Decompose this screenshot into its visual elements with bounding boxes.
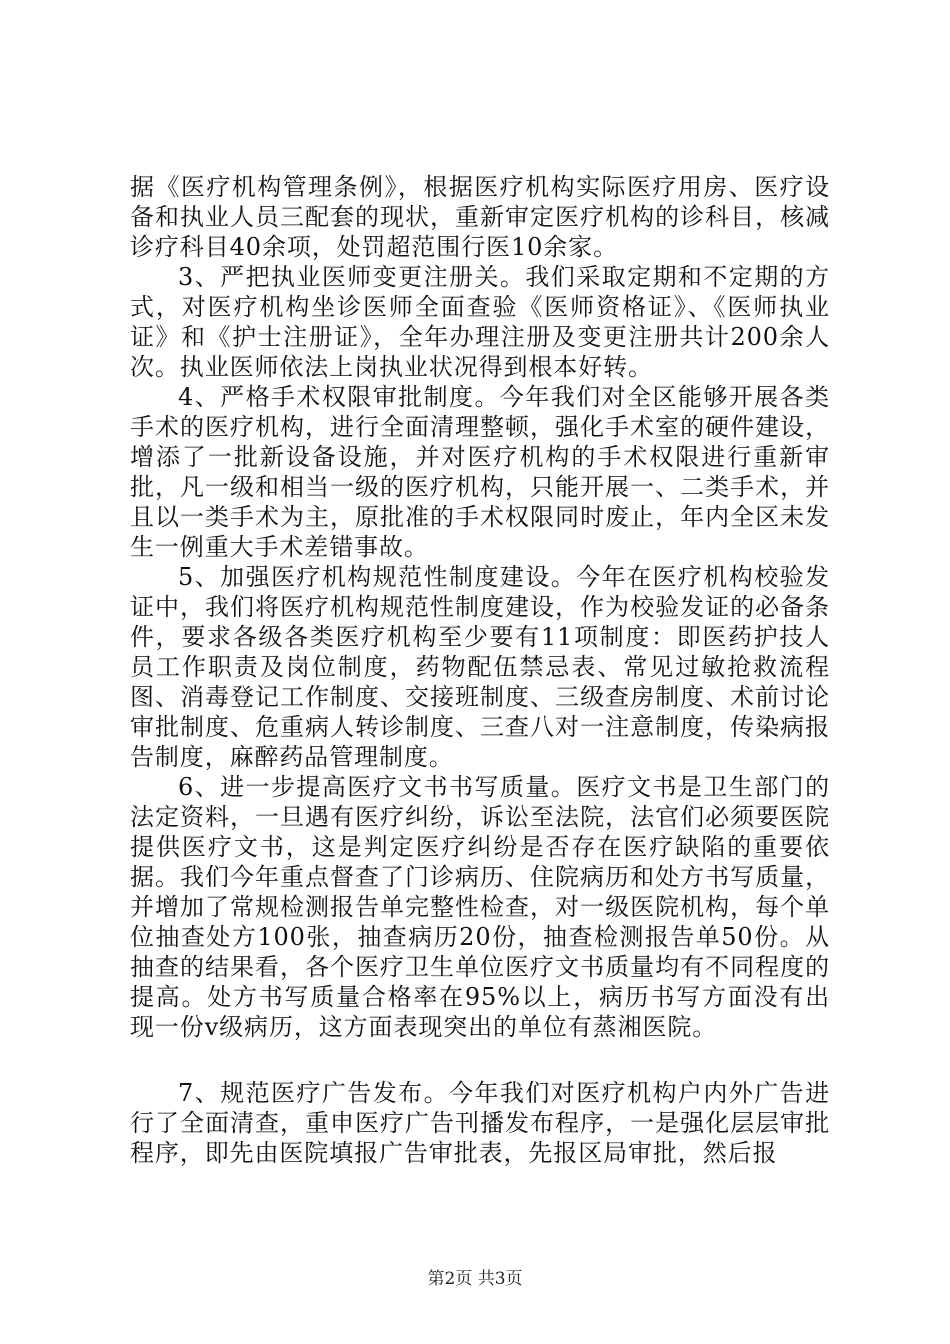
paragraph-item-4: 4、严格手术权限审批制度。今年我们对全区能够开展各类手术的医疗机构，进行全面清理整顿，强化手术室的硬件建设，增添了一批新设备设施，并对医疗机构的手术权限进行重新审批，凡一级和相当一级的医疗机构，只能开展一、二类手术，并且以一类手术为主，原批准的手术权限同时废止，年内全区未发生一例重大手术差错事故。: [130, 383, 830, 561]
page-footer: [0, 1268, 950, 1290]
paragraph-item-5: 5、加强医疗机构规范性制度建设。今年在医疗机构校验发证中，我们将医疗机构规范性制度建设，作为校验发证的必备条件，要求各级各类医疗机构至少要有11项制度：即医药护技人员工作职责及岗位制度，药物配伍禁忌表、常见过敏抢救流程图、消毒登记工作制度、交接班制度、三级查房制度、术前讨论审批制度、危重病人转诊制度、三查八对一注意制度，传染病报告制度，麻醉药品管理制度。: [130, 563, 830, 771]
paragraph-continuation: 据《医疗机构管理条例》，根据医疗机构实际医疗用房、医疗设备和执业人员三配套的现状，重新审定医疗机构的诊科目，核减诊疗科目40余项，处罚超范围行医10余家。: [130, 173, 830, 261]
paragraph-item-7: 7、规范医疗广告发布。今年我们对医疗机构户内外广告进行了全面清查，重申医疗广告刊播发布程序，一是强化层层审批程序，即先由医院填报广告审批表，先报区局审批，然后报: [130, 1079, 830, 1167]
paragraph-item-3: 3、严把执业医师变更注册关。我们采取定期和不定期的方式，对医疗机构坐诊医师全面查验《医师资格证》、《医师执业证》和《护士注册证》，全年办理注册及变更注册共计200余人次。执业医师依法上岗执业状况得到根本好转。: [130, 263, 830, 381]
page-number-label: 第2页 共3页: [427, 1269, 523, 1289]
document-body: [130, 172, 830, 1168]
paragraph-item-6: 6、进一步提高医疗文书书写质量。医疗文书是卫生部门的法定资料，一旦遇有医疗纠纷，诉讼至法院，法官们必须要医院提供医疗文书，这是判定医疗纠纷是否存在医疗缺陷的重要依据。我们今年重点督查了门诊病历、住院病历和处方书写质量，并增加了常规检测报告单完整性检查，对一级医院机构，每个单位抽查处方100张，抽查病历20份，抽查检测报告单50份。从抽查的结果看，各个医疗卫生单位医疗文书质量均有不同程度的提高。处方书写质量合格率在95%以上，病历书写方面没有出现一份v级病历，这方面表现突出的单位有蒸湘医院。: [130, 773, 830, 1041]
